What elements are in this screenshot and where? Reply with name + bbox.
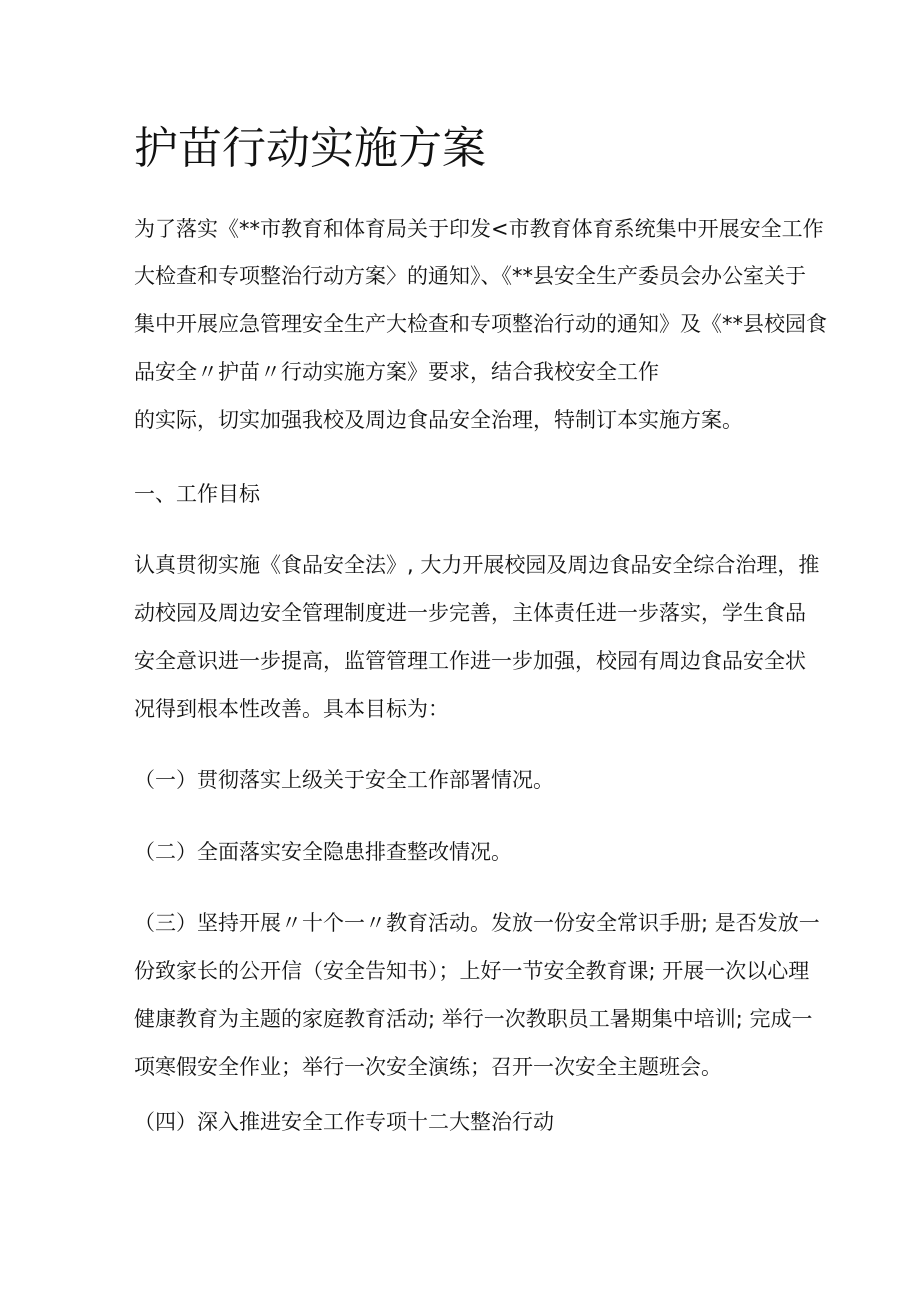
intro-line-2: 大检查和专项整治行动方案〉的通知》、《**县安全生产委员会办公室关于 [134, 264, 806, 288]
goal-line-1: 认真贯彻实施《食品安全法》, 大力开展校园及周边食品安全综合治理，推 [134, 553, 820, 577]
intro-line-5: 的实际，切实加强我校及周边食品安全治理，特制订本实施方案。 [134, 408, 743, 432]
intro-line-1: 为了落实《**市教育和体育局关于印发<市教育体育系统集中开展安全工作 [134, 217, 824, 241]
item-3-line-2: 份致家长的公开信（安全告知书）；上好一节安全教育课; 开展一次以心理 [134, 959, 810, 983]
goal-line-3: 安全意识进一步提高，监管管理工作进一步加强，校园有周边食品安全状 [134, 649, 806, 673]
item-3-line-3: 健康教育为主题的家庭教育活动; 举行一次教职员工暑期集中培训; 完成一 [134, 1007, 813, 1031]
page-title: 护苗行动实施方案 [134, 123, 486, 174]
item-3-line-4: 项寒假安全作业；举行一次安全演练；召开一次安全主题班会。 [134, 1055, 722, 1079]
item-2: （二）全面落实安全隐患排查整改情况。 [134, 840, 512, 864]
section-heading-goals: 一、工作目标 [134, 482, 260, 506]
goal-line-4: 况得到根本性改善。具本目标为： [134, 697, 449, 721]
intro-line-4: 品安全〃护苗〃行动实施方案》要求，结合我校安全工作 [134, 360, 659, 384]
item-4: （四）深入推进安全工作专项十二大整治行动 [134, 1110, 554, 1134]
goal-line-2: 动校园及周边安全管理制度进一步完善，主体责任进一步落实，学生食品 [134, 601, 806, 625]
item-1: （一）贯彻落实上级关于安全工作部署情况。 [134, 768, 554, 792]
intro-line-3: 集中开展应急管理安全生产大检查和专项整治行动的通知》及《**县校园食 [134, 312, 827, 336]
item-3-line-1: （三）坚持开展〃十个一〃教育活动。发放一份安全常识手册; 是否发放一 [134, 911, 820, 935]
